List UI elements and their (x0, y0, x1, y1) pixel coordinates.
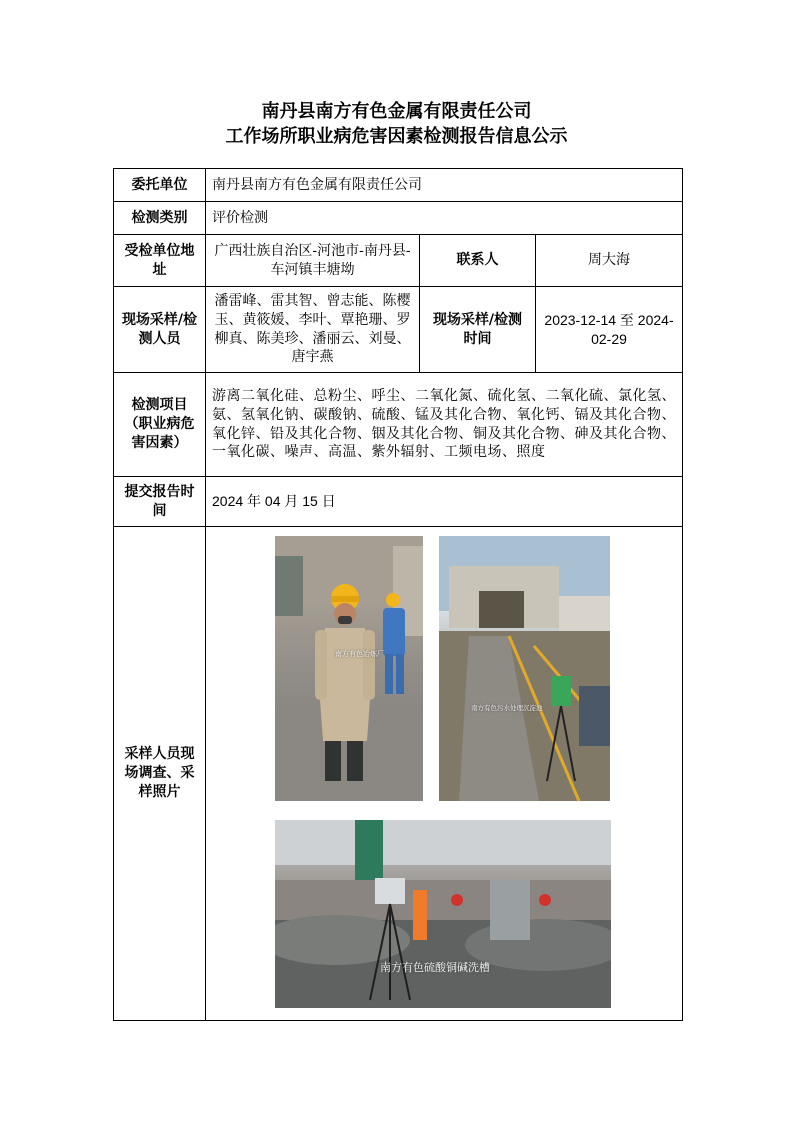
report-title-subject: 工作场所职业病危害因素检测报告信息公示 (225, 126, 568, 147)
row-client (114, 169, 683, 202)
row-photos (114, 527, 683, 1021)
photo-washing-tank-caption: 南方有色硫酸铜碱洗槽 (380, 960, 490, 974)
address-label: 受检单位地址 (114, 235, 206, 287)
items-label: 检测项目（职业病危害因素） (114, 373, 206, 477)
personnel-label: 现场采样/检测人员 (114, 287, 206, 373)
row-category (114, 202, 683, 235)
photo-worker (275, 536, 423, 801)
category-label: 检测类别 (114, 202, 206, 235)
row-personnel (114, 287, 683, 373)
row-submit (114, 477, 683, 527)
submit-value: 2024 年 04 月 15 日 (206, 477, 683, 527)
client-value: 南丹县南方有色金属有限责任公司 (206, 169, 683, 202)
category-value: 评价检测 (206, 202, 683, 235)
info-table (113, 168, 683, 1021)
time-label: 现场采样/检测时间 (420, 287, 536, 373)
contact-value: 周大海 (536, 235, 683, 287)
time-value: 2023-12-14 至 2024-02-29 (536, 287, 683, 373)
photo-washing-tank (275, 820, 611, 1008)
row-items (114, 373, 683, 477)
client-label: 委托单位 (114, 169, 206, 202)
contact-label: 联系人 (420, 235, 536, 287)
photo-worker-caption: 南方有色冶炼厂 (335, 649, 384, 658)
photos-label: 采样人员现场调查、采样照片 (114, 527, 206, 1021)
report-title-company: 南丹县南方有色金属有限责任公司 (261, 101, 532, 122)
row-address (114, 235, 683, 287)
items-value: 游离二氧化硅、总粉尘、呼尘、二氧化氮、硫化氢、二氧化硫、氯化氢、氨、氢氧化钠、碳酸钠、硫酸、锰及其化合物、氧化钙、镉及其化合物、氧化锌、铅及其化合物、铟及其化合物、铜及其化合物、砷及其化合物、一氧化碳、噪声、高温、紫外辐射、工频电场、照度 (206, 373, 683, 477)
photo-tank-caption: 南方有色污水处理沉淀池 (471, 703, 543, 712)
submit-label: 提交报告时间 (114, 477, 206, 527)
address-value: 广西壮族自治区-河池市-南丹县-车河镇丰塘坳 (206, 235, 420, 287)
photo-tank (439, 536, 610, 801)
photo-area (206, 528, 682, 1020)
personnel-value: 潘雷峰、雷其智、曾志能、陈樱玉、黄筱媛、李叶、覃艳珊、罗柳真、陈美珍、潘丽云、刘曼、唐宇燕 (206, 287, 420, 373)
